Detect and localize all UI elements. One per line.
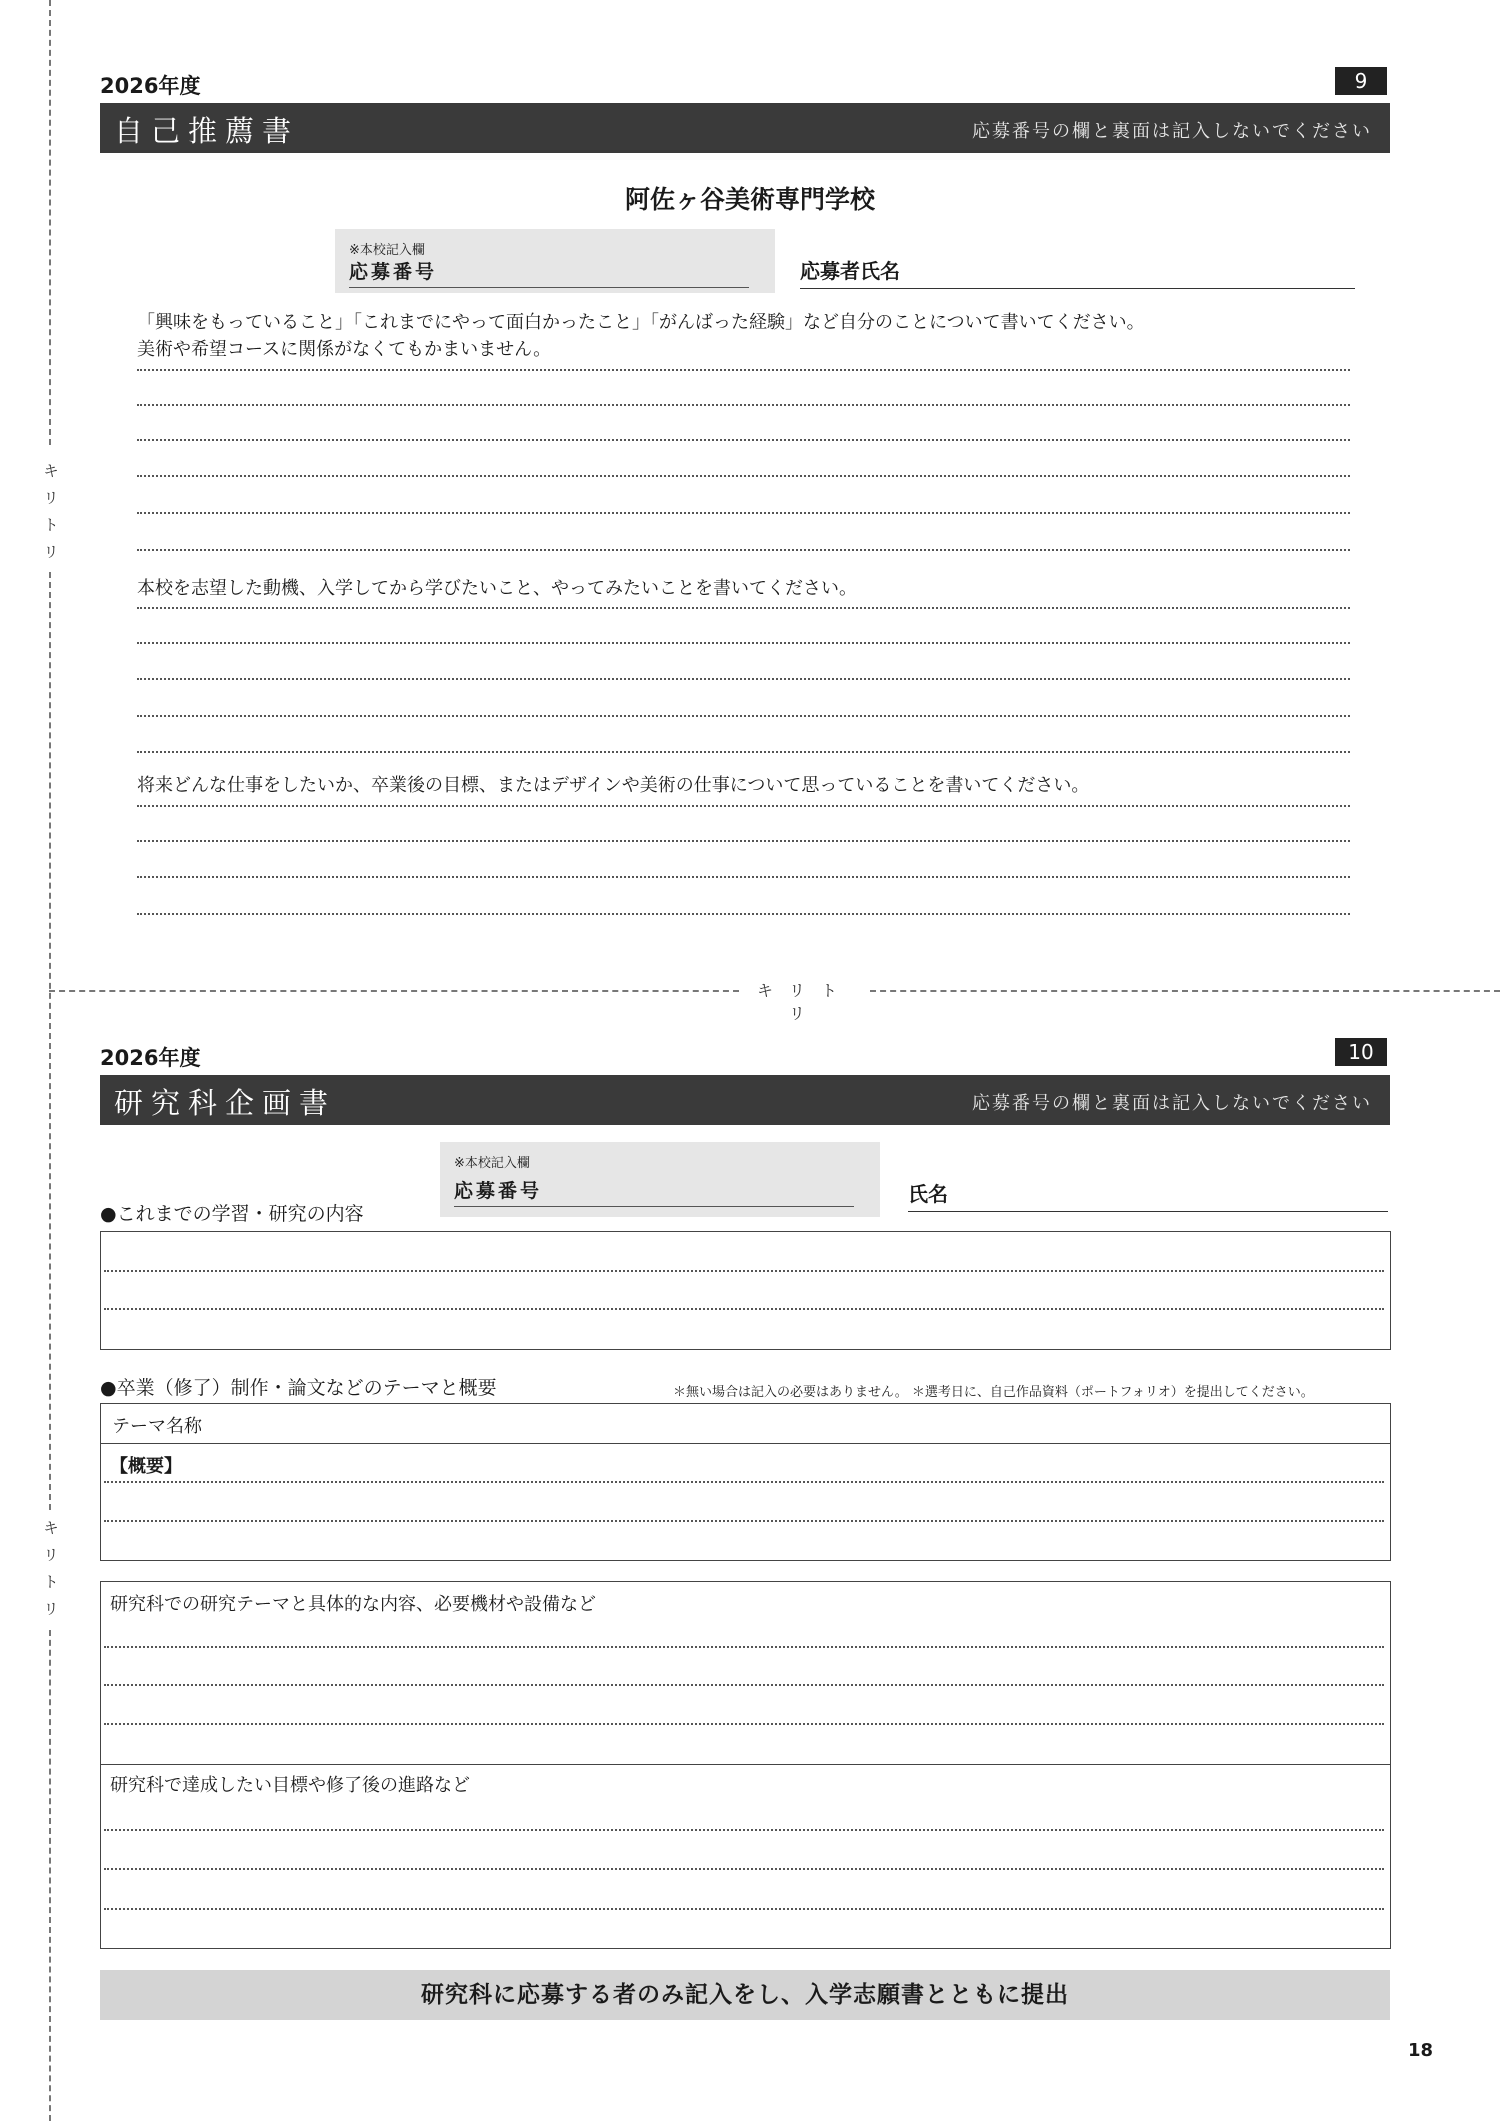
answer-line[interactable] <box>104 1908 1384 1910</box>
prompt-interests-line1: 「興味をもっていること」「これまでにやって面白かったこと」「がんばった経験」など自分のことについて書いてください。 <box>137 312 1145 333</box>
research-goal-label: 研究科で達成したい目標や修了後の進路など <box>110 1775 470 1796</box>
theme-separator <box>100 1443 1390 1444</box>
submission-notice-bar: 研究科に応募する者のみ記入をし、入学志願書とともに提出 <box>100 1970 1390 2020</box>
research-separator <box>100 1764 1390 1765</box>
sheet2-office-use-label: ※本校記入欄 <box>454 1156 530 1171</box>
answer-line[interactable] <box>104 1481 1384 1483</box>
theme-name-label: テーマ名称 <box>112 1416 202 1437</box>
answer-line[interactable] <box>104 1520 1384 1522</box>
applicant-name-field[interactable]: 応募者氏名 <box>800 255 1355 289</box>
answer-line[interactable] <box>104 1270 1384 1272</box>
cut-label-text: キリトリ <box>43 462 59 561</box>
answer-line[interactable] <box>104 1868 1384 1870</box>
answer-line[interactable] <box>137 549 1350 551</box>
sheet2-application-number[interactable]: 応募番号 <box>454 1176 854 1207</box>
research-box <box>100 1581 1391 1949</box>
sheet1-office-use-box <box>335 229 775 293</box>
school-name: 阿佐ヶ谷美術専門学校 <box>624 185 875 214</box>
sheet1-title: 自己推薦書 <box>114 114 300 148</box>
answer-line[interactable] <box>104 1646 1384 1648</box>
page-footer-number: 18 <box>1408 2040 1434 2061</box>
answer-line[interactable] <box>137 678 1350 680</box>
summary-label: 【概要】 <box>110 1456 182 1477</box>
cut-label-horizontal: キリトリ <box>745 978 865 1024</box>
cut-line-horizontal-left <box>49 990 739 992</box>
answer-line[interactable] <box>137 607 1350 609</box>
sheet2-name-field[interactable]: 氏名 <box>908 1178 1388 1212</box>
sheet2-office-use-box <box>440 1142 880 1217</box>
sheet1-year: 2026年度 <box>100 74 201 98</box>
answer-line[interactable] <box>137 439 1350 441</box>
research-theme-label: 研究科での研究テーマと具体的な内容、必要機材や設備など <box>110 1594 596 1615</box>
sheet2-year: 2026年度 <box>100 1046 201 1070</box>
cut-line-bottom <box>49 1630 51 2121</box>
sheet1-office-use-label: ※本校記入欄 <box>349 243 425 258</box>
sheet1-notice: 応募番号の欄と裏面は記入しないでください <box>972 121 1372 142</box>
prompt-interests <box>137 309 1145 363</box>
section-graduation-work: ●卒業（修了）制作・論文などのテーマと概要 <box>100 1377 497 1399</box>
cut-line-top <box>49 0 51 445</box>
answer-line[interactable] <box>137 751 1350 753</box>
sheet1-page-number: 9 <box>1335 67 1387 95</box>
prompt-interests-line2: 美術や希望コースに関係がなくてもかまいません。 <box>137 339 552 360</box>
section-past-study: ●これまでの学習・研究の内容 <box>100 1203 364 1225</box>
sheet2-notice: 応募番号の欄と裏面は記入しないでください <box>972 1093 1372 1114</box>
answer-line[interactable] <box>137 642 1350 644</box>
cut-line-horizontal-right <box>870 990 1500 992</box>
sheet2-page-number: 10 <box>1335 1038 1387 1066</box>
answer-line[interactable] <box>137 715 1350 717</box>
answer-line[interactable] <box>104 1308 1384 1310</box>
prompt-motivation: 本校を志望した動機、入学してから学びたいこと、やってみたいことを書いてください。 <box>137 578 857 599</box>
answer-line[interactable] <box>137 805 1350 807</box>
cut-label-text: キリトリ <box>43 1519 59 1618</box>
answer-line[interactable] <box>104 1723 1384 1725</box>
answer-line[interactable] <box>137 404 1350 406</box>
answer-line[interactable] <box>137 876 1350 878</box>
answer-line[interactable] <box>137 512 1350 514</box>
portfolio-note: ＊無い場合は記入の必要はありません。 ＊選考日に、自己作品資料（ポートフォリオ）を提出してください。 <box>673 1385 1314 1400</box>
answer-line[interactable] <box>137 369 1350 371</box>
answer-line[interactable] <box>137 840 1350 842</box>
answer-line[interactable] <box>137 475 1350 477</box>
answer-line[interactable] <box>104 1829 1384 1831</box>
prompt-future: 将来どんな仕事をしたいか、卒業後の目標、またはデザインや美術の仕事について思っていることを書いてください。 <box>137 775 1090 796</box>
cut-line-middle <box>49 572 51 1510</box>
sheet2-title: 研究科企画書 <box>114 1086 337 1120</box>
sheet1-title-bar <box>100 103 1390 153</box>
sheet1-application-number[interactable]: 応募番号 <box>349 257 749 288</box>
past-study-box <box>100 1231 1391 1350</box>
cut-label-top <box>40 458 62 566</box>
answer-line[interactable] <box>137 913 1350 915</box>
cut-label-bottom <box>40 1515 62 1623</box>
answer-line[interactable] <box>104 1684 1384 1686</box>
sheet2-title-bar <box>100 1075 1390 1125</box>
